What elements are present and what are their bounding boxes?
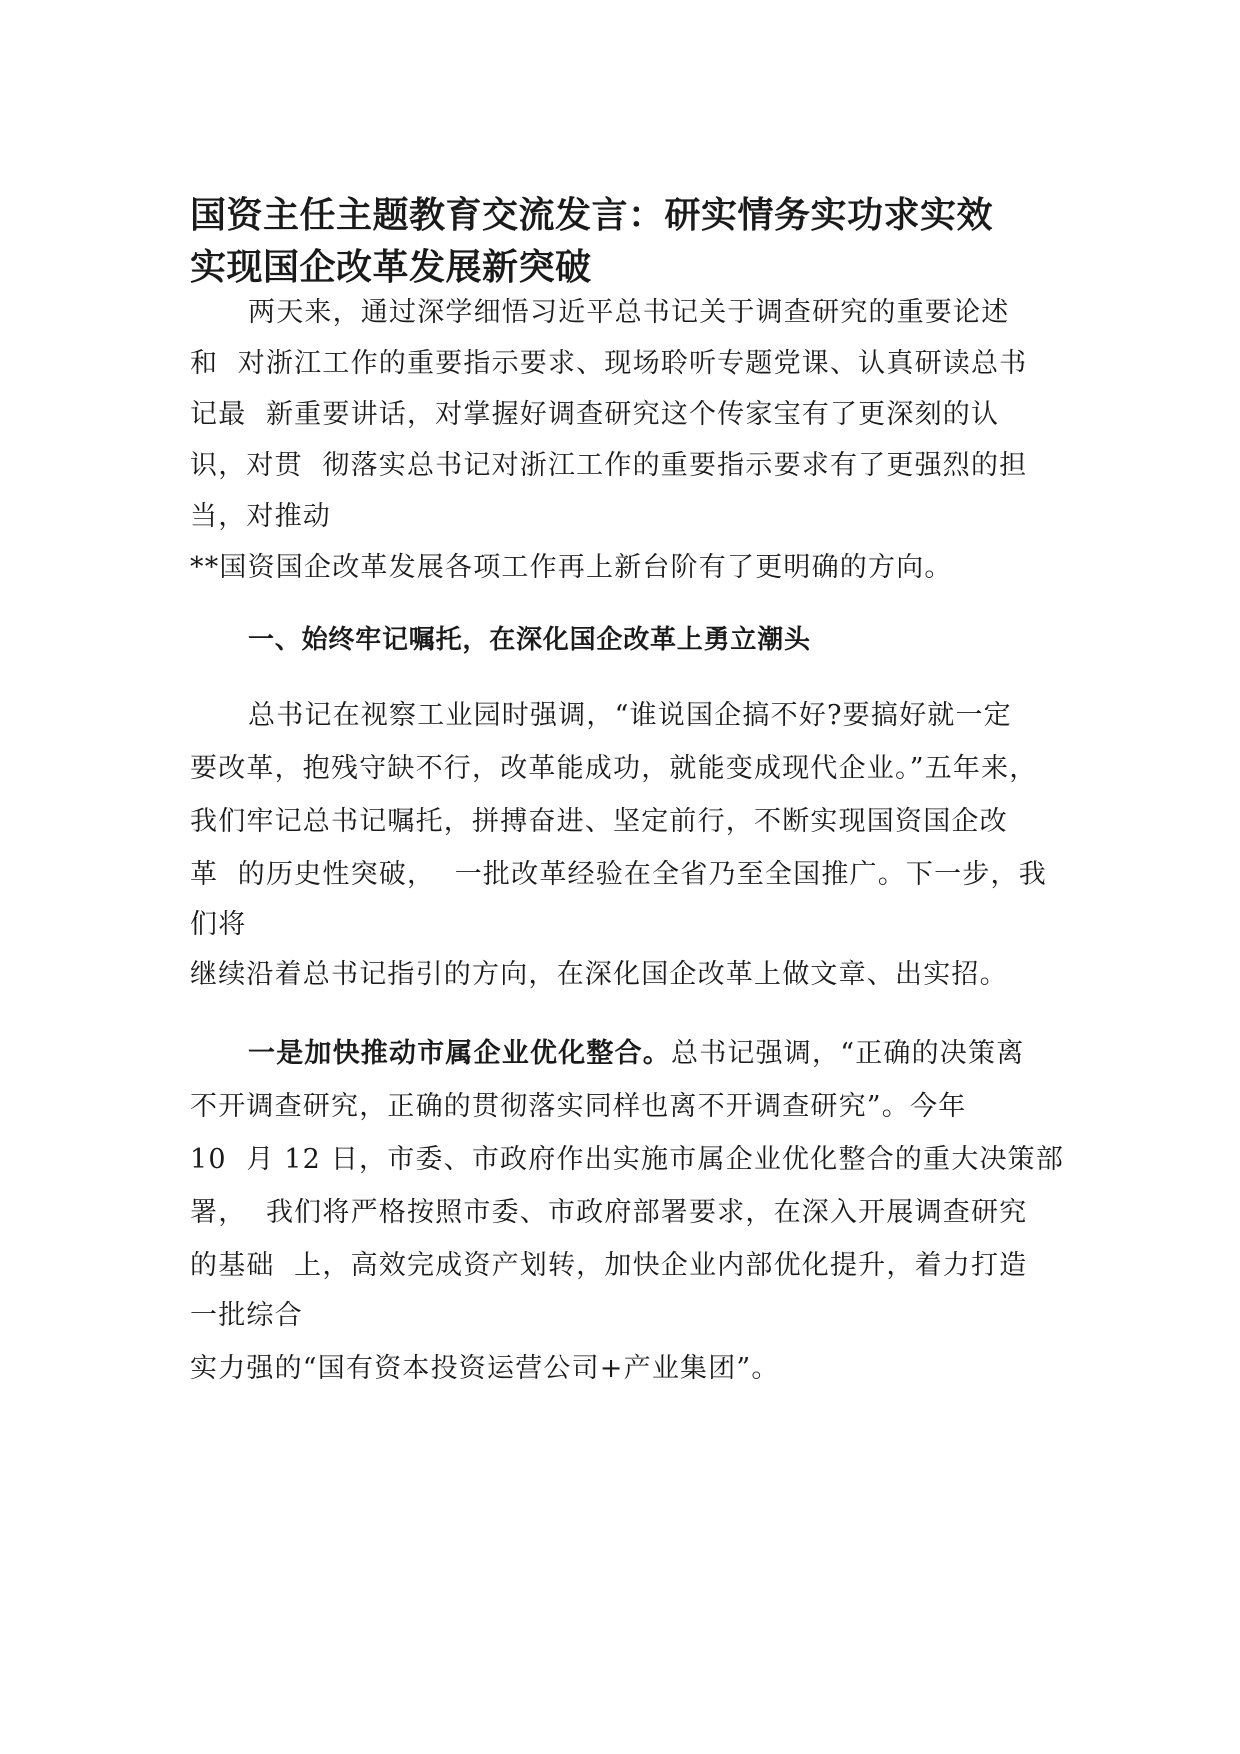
document-title bbox=[190, 190, 1070, 294]
paragraph-3-line-1-rest: 总书记强调，“正确的决策离 bbox=[671, 1038, 1025, 1069]
paragraph-3-line-4: 署， 我们将严格按照市委、市政府部署要求，在深入开展调查研究 bbox=[190, 1197, 1028, 1228]
paragraph-2-line-1: 总书记在视察工业园时强调，“谁说国企搞不好?要搞好就一定 bbox=[248, 700, 1012, 731]
paragraph-3-lead: 一是加快推动市属企业优化整合。 bbox=[248, 1038, 671, 1069]
paragraph-3-line-2: 不开调查研究，正确的贯彻落实同样也离不开调查研究”。今年 bbox=[190, 1091, 967, 1122]
section-heading-1: 一、始终牢记嘱托，在深化国企改革上勇立潮头 bbox=[248, 625, 811, 655]
paragraph-1-line-1: 两天来，通过深学细悟习近平总书记关于调查研究的重要论述 bbox=[248, 297, 1010, 328]
paragraph-2-line-6: 继续沿着总书记指引的方向，在深化国企改革上做文章、出实招。 bbox=[190, 959, 1008, 990]
paragraph-3-line-7: 实力强的“国有资本投资运营公司+产业集团”。 bbox=[190, 1353, 780, 1384]
paragraph-3-line-6: 一批综合 bbox=[190, 1300, 303, 1331]
paragraph-1-line-2: 和 对浙江工作的重要指示要求、现场聆听专题党课、认真研读总书 bbox=[190, 348, 1028, 379]
paragraph-3-line-3: 10 月 12 日，市委、市政府作出实施市属企业优化整合的重大决策部 bbox=[190, 1144, 1065, 1175]
paragraph-2-line-2: 要改革，抱残守缺不行，改革能成功，就能变成现代企业。”五年来， bbox=[190, 753, 1038, 784]
paragraph-2-line-3: 我们牢记总书记嘱托，拼搏奋进、坚定前行，不断实现国资国企改 bbox=[190, 806, 1008, 837]
paragraph-1-line-6: **国资国企改革发展各项工作再上新台阶有了更明确的方向。 bbox=[190, 552, 953, 583]
paragraph-1-line-4: 识，对贯 彻落实总书记对浙江工作的重要指示要求有了更强烈的担 bbox=[190, 450, 1028, 481]
paragraph-1-line-5: 当，对推动 bbox=[190, 501, 331, 532]
title-line-2: 实现国企改革发展新突破 bbox=[190, 247, 592, 288]
paragraph-2-line-4: 革 的历史性突破， 一批改革经验在全省乃至全国推广。下一步，我 bbox=[190, 859, 1047, 890]
paragraph-3-line-5: 的基础 上，高效完成资产划转，加快企业内部优化提升，着力打造 bbox=[190, 1250, 1028, 1281]
paragraph-2-line-5: 们将 bbox=[190, 909, 247, 940]
paragraph-1-line-3: 记最 新重要讲话，对掌握好调查研究这个传家宝有了更深刻的认 bbox=[190, 399, 1000, 430]
paragraph-3-line-1 bbox=[248, 1034, 1024, 1074]
title-line-1: 国资主任主题教育交流发言：研实情务实功求实效 bbox=[190, 195, 994, 236]
